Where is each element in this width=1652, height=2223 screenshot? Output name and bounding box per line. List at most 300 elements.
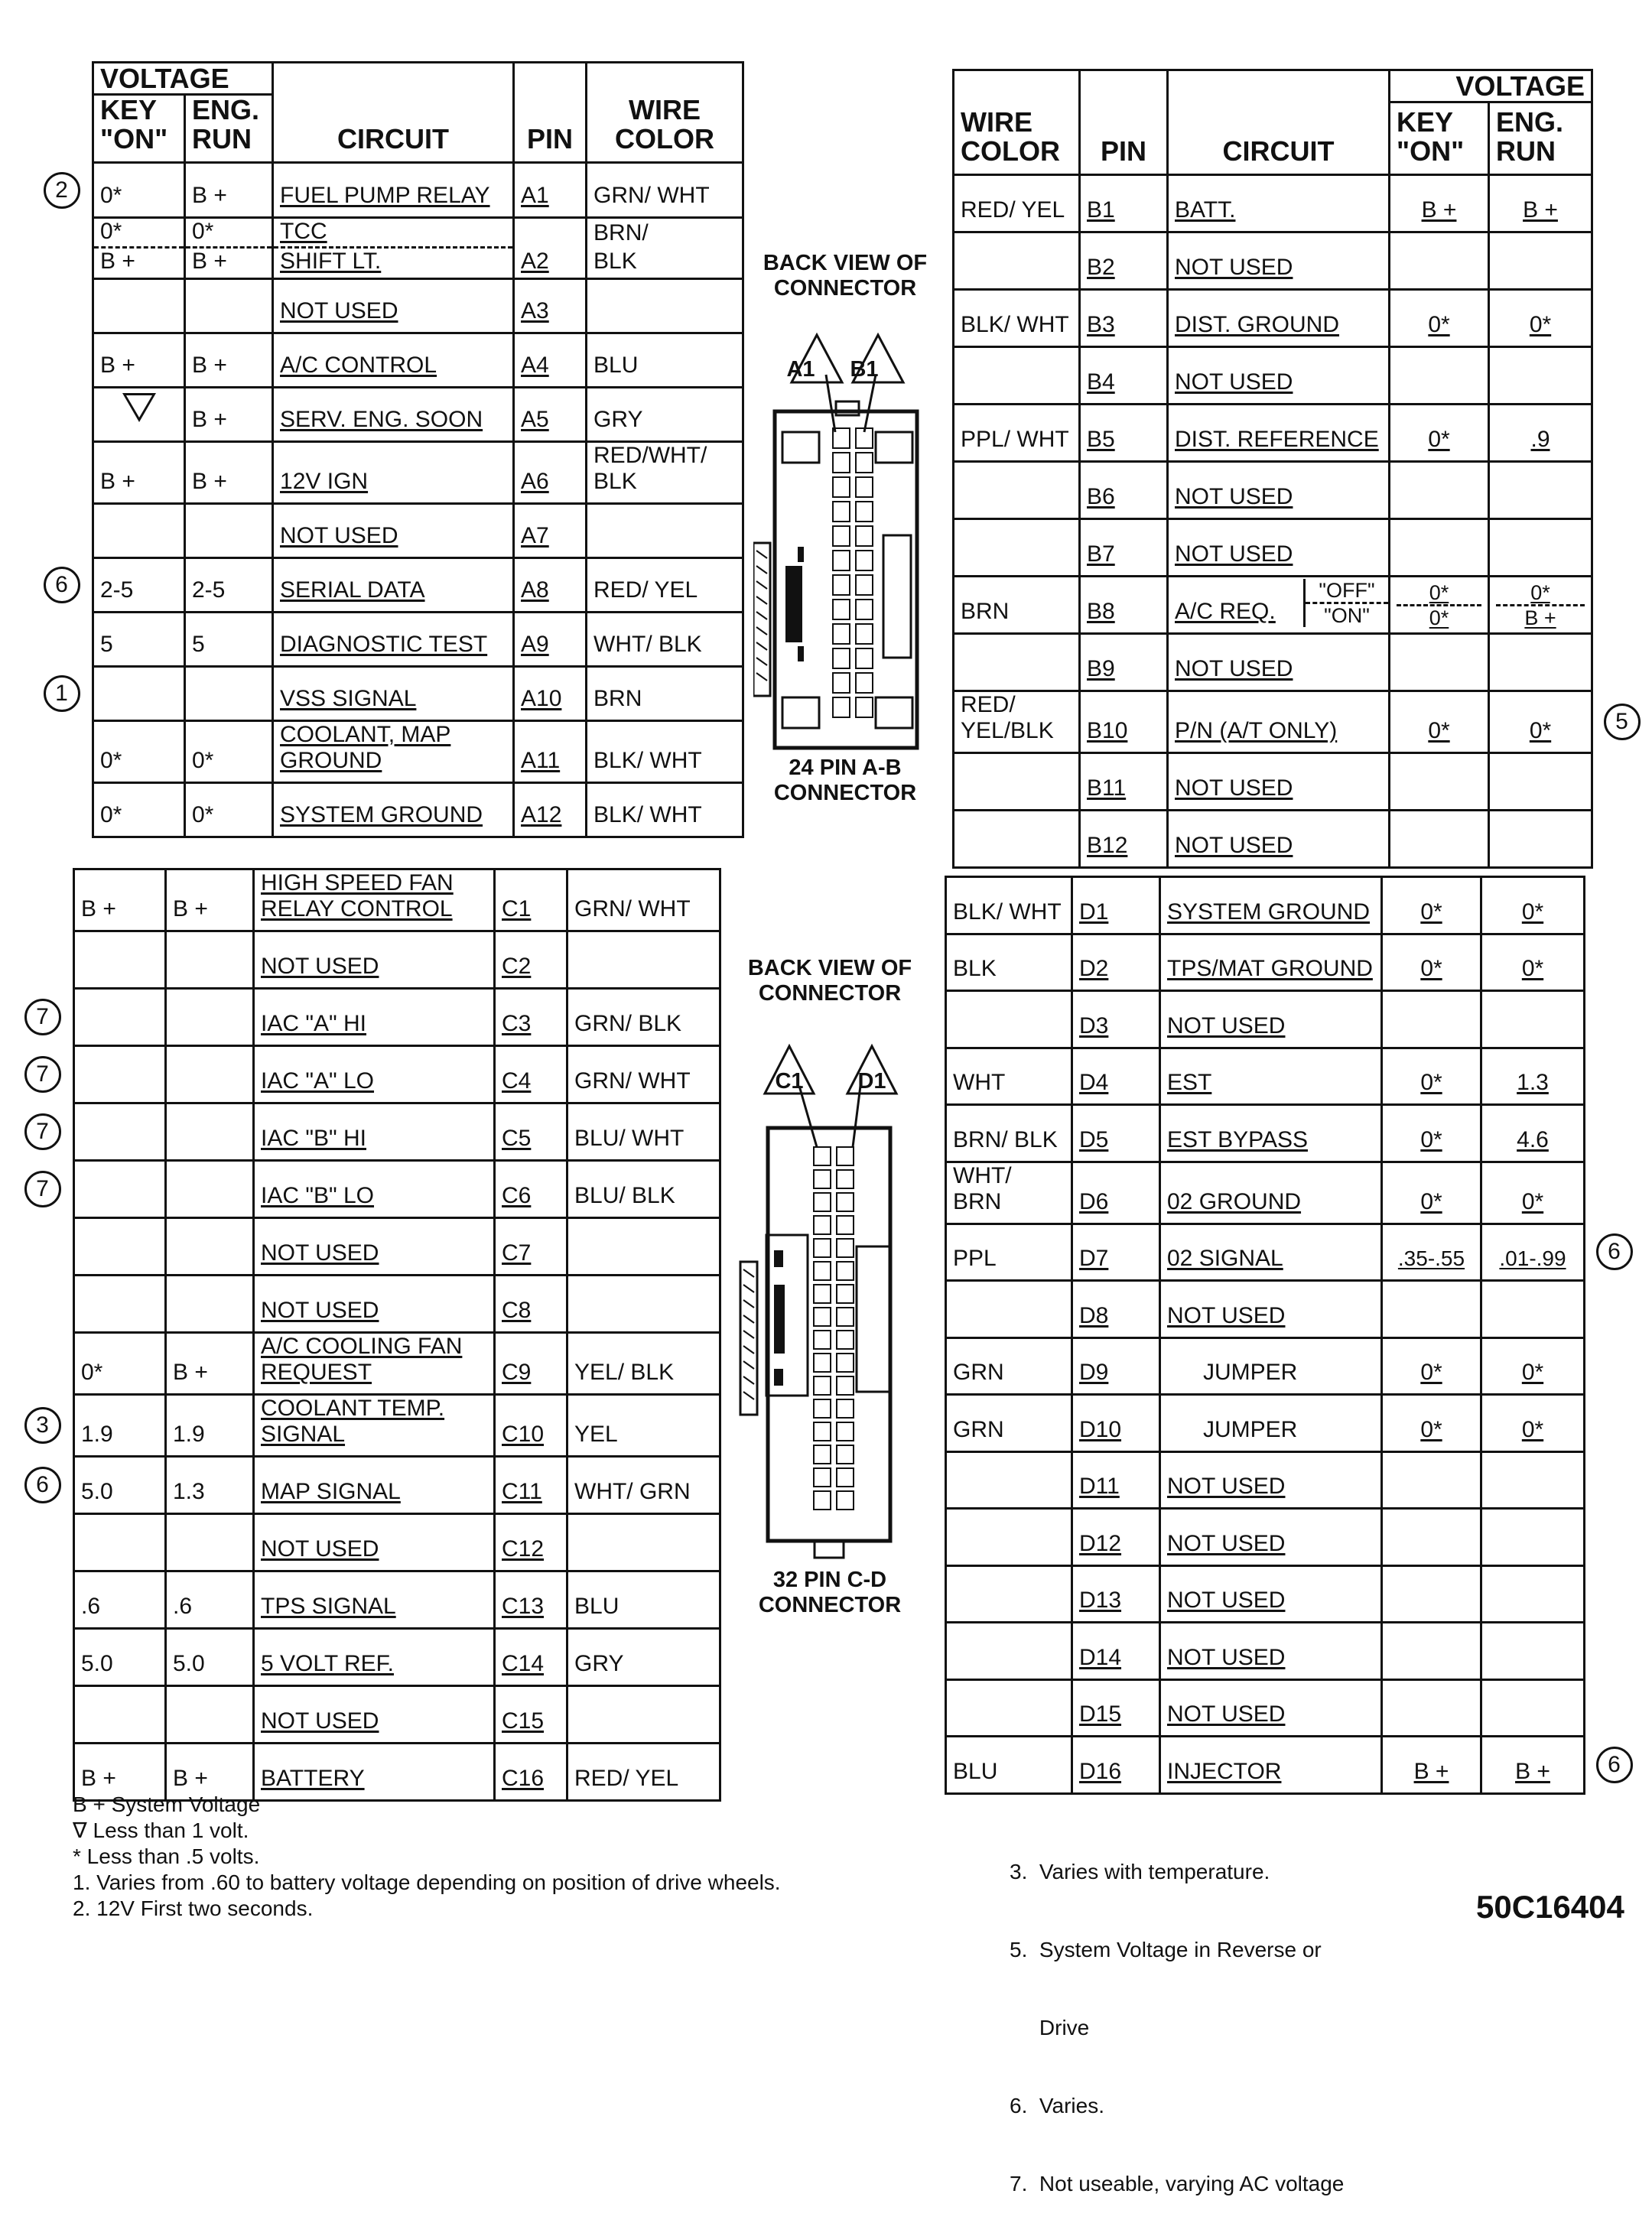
pin-id: C11 <box>495 1457 567 1514</box>
key-on-voltage <box>1390 519 1489 577</box>
eng-run-voltage: .01-.99 <box>1481 1224 1585 1281</box>
eng-run-voltage <box>1481 1281 1585 1338</box>
connector-pin-cell <box>814 1331 831 1349</box>
wire-color <box>946 1565 1072 1623</box>
key-on-voltage <box>1390 811 1489 868</box>
table-row <box>954 462 1592 519</box>
ac-req-voltages <box>1397 581 1481 629</box>
connector-pin-cell <box>856 526 873 546</box>
note-marker: 7 <box>24 999 61 1035</box>
ac-req-state-labels <box>1303 579 1388 627</box>
legend-notes-left <box>73 1792 1013 1922</box>
circuit-name: NOT USED <box>273 279 514 333</box>
connector-pin-cell <box>856 453 873 473</box>
table-row <box>946 1451 1585 1509</box>
circuit-name: NOT USED <box>1160 991 1382 1048</box>
wire-color: BLK/ WHT <box>954 290 1080 347</box>
key-on-voltage <box>93 504 185 558</box>
connector-ab-caption: 24 PIN A-B CONNECTOR <box>773 756 917 805</box>
eng-run-voltage <box>166 931 254 989</box>
wire-color: RED/ YEL/BLK <box>954 691 1080 753</box>
circuit-name: 02 SIGNAL <box>1160 1224 1382 1281</box>
connector-pin-cell <box>814 1285 831 1303</box>
table-row <box>93 504 743 558</box>
circuit-name: IAC "A" LO <box>254 1046 495 1103</box>
key-on-voltage: .35-.55 <box>1382 1224 1481 1281</box>
circuit-name: TPS/MAT GROUND <box>1160 934 1382 991</box>
connector-pin-cell <box>856 624 873 644</box>
pin-a1-label: A1 <box>786 357 815 382</box>
wire-color <box>946 1281 1072 1338</box>
circuit-header: CIRCUIT <box>1168 70 1390 175</box>
table-row <box>74 1333 720 1395</box>
table-row <box>74 1046 720 1103</box>
circuit-name: SERV. ENG. SOON <box>273 388 514 442</box>
wire-color <box>954 232 1080 290</box>
table-row <box>946 1679 1585 1737</box>
table-row <box>74 1218 720 1276</box>
eng-run-voltage: 4.6 <box>1481 1105 1585 1162</box>
connector-pin-cell <box>856 600 873 619</box>
pin-id: D12 <box>1072 1509 1160 1566</box>
pin-id: C1 <box>495 869 567 931</box>
pin-id: B2 <box>1080 232 1168 290</box>
pin-id: D4 <box>1072 1048 1160 1105</box>
pin-id: B4 <box>1080 347 1168 405</box>
wire-color: GRN/ WHT <box>587 163 743 218</box>
note-marker: 6 <box>24 1467 61 1503</box>
wire-color-header: WIRE COLOR <box>587 63 743 163</box>
pin-id: A9 <box>514 613 587 667</box>
wire-color: GRN/ WHT <box>567 869 720 931</box>
connector-pin-cell <box>837 1491 854 1510</box>
pin-header: PIN <box>1080 70 1168 175</box>
table-row <box>93 333 743 388</box>
wire-color: RED/ YEL <box>587 558 743 613</box>
circuit-name: IAC "A" HI <box>254 989 495 1046</box>
connector-pin-cell <box>814 1354 831 1372</box>
connector-pin-cell <box>837 1445 854 1464</box>
wire-color <box>587 279 743 333</box>
eng-run-voltage: 0* <box>1481 1395 1585 1452</box>
key-on-voltage: .6 <box>74 1571 166 1629</box>
pin-id: C14 <box>495 1629 567 1686</box>
eng-run-voltage: 0* <box>1481 877 1585 934</box>
eng-run-voltage: B + <box>185 333 273 388</box>
eng-run-voltage: B + <box>1481 1737 1585 1794</box>
note-marker: 7 <box>24 1171 61 1207</box>
circuit-name: NOT USED <box>1168 462 1390 519</box>
wire-color: BRN <box>954 577 1080 634</box>
table-row <box>954 175 1592 232</box>
circuit-name: NOT USED <box>1168 232 1390 290</box>
eng-run-voltage: 5 <box>185 613 273 667</box>
pin-id: C2 <box>495 931 567 989</box>
connector-pin-cell <box>814 1445 831 1464</box>
table-row <box>93 783 743 837</box>
table-a-body <box>93 163 743 837</box>
circuit-name: JUMPER <box>1160 1395 1382 1452</box>
circuit-name: NOT USED <box>1160 1451 1382 1509</box>
voltage-header: VOLTAGE <box>93 63 273 95</box>
note-marker: 2 <box>44 172 80 209</box>
connector-pin-cell <box>833 477 850 497</box>
connector-pin-cell <box>814 1399 831 1418</box>
connector-pin-cell <box>833 624 850 644</box>
pin-id: B3 <box>1080 290 1168 347</box>
table-c-body <box>74 869 720 1801</box>
key-on-voltage <box>1390 634 1489 691</box>
circuit-name: EST <box>1160 1048 1382 1105</box>
table-row <box>93 613 743 667</box>
connector-pin-cell <box>837 1376 854 1395</box>
wire-color <box>954 347 1080 405</box>
key-on-voltage: 0* <box>1382 877 1481 934</box>
key-on-voltage <box>93 667 185 721</box>
table-row <box>946 991 1585 1048</box>
pin-id: A2 <box>514 248 587 279</box>
key-on-voltage: 0* <box>1390 290 1489 347</box>
circuit-name: BATTERY <box>254 1744 495 1801</box>
table-row <box>74 1457 720 1514</box>
key-on-voltage: 1.9 <box>74 1395 166 1457</box>
pin-id: C6 <box>495 1161 567 1218</box>
connector-pin-cell <box>837 1285 854 1303</box>
wire-color: YEL <box>567 1395 720 1457</box>
wire-color: RED/ YEL <box>567 1744 720 1801</box>
circuit-name <box>1168 577 1390 634</box>
wire-color: BLU <box>946 1737 1072 1794</box>
circuit-header: CIRCUIT <box>273 63 514 163</box>
connector-pin-cell <box>814 1147 831 1165</box>
key-on-voltage: B + <box>1382 1737 1481 1794</box>
pin-id: A1 <box>514 163 587 218</box>
eng-run-voltage <box>1489 811 1592 868</box>
connector-pin-cell <box>856 697 873 717</box>
pin-b1-label: B1 <box>850 357 879 382</box>
note-marker: 3 <box>24 1407 61 1444</box>
wire-color <box>954 811 1080 868</box>
note-5: 5. System Voltage in Reverse or <box>1010 1938 1322 1961</box>
wire-color: RED/ YEL <box>954 175 1080 232</box>
connector-pin-cell <box>856 648 873 668</box>
circuit-name: COOLANT, MAP GROUND <box>273 721 514 783</box>
connector-pin-cell <box>814 1468 831 1487</box>
key-on-voltage <box>1382 1509 1481 1566</box>
pin-id: A4 <box>514 333 587 388</box>
circuit-name: NOT USED <box>1160 1281 1382 1338</box>
table-row <box>946 1395 1585 1452</box>
pin-id: B9 <box>1080 634 1168 691</box>
wire-color <box>946 1679 1072 1737</box>
eng-run-voltage: 1.3 <box>166 1457 254 1514</box>
key-on-voltage <box>1382 1451 1481 1509</box>
voltage-off: 0* <box>1429 581 1449 604</box>
key-on-voltage: 0* <box>1390 691 1489 753</box>
pin-id: A6 <box>514 442 587 504</box>
pin-id: B12 <box>1080 811 1168 868</box>
note-b-plus: B + System Voltage <box>73 1792 261 1816</box>
pin-id: D2 <box>1072 934 1160 991</box>
pin-id: B7 <box>1080 519 1168 577</box>
connector-pin-cell <box>837 1331 854 1349</box>
connector-pin-cell <box>856 477 873 497</box>
circuit-name: SHIFT LT. <box>273 248 514 279</box>
pin-id: C7 <box>495 1218 567 1276</box>
eng-run-voltage <box>166 1514 254 1571</box>
connector-pin-cell <box>837 1399 854 1418</box>
connector-pin-cell <box>856 502 873 522</box>
circuit-name: NOT USED <box>273 504 514 558</box>
key-on-voltage: 0* <box>74 1333 166 1395</box>
circuit-name: NOT USED <box>1160 1509 1382 1566</box>
pin-id: A11 <box>514 721 587 783</box>
table-row <box>946 1162 1585 1224</box>
eng-run-voltage: B + <box>166 869 254 931</box>
circuit-name: MAP SIGNAL <box>254 1457 495 1514</box>
pin-id: D13 <box>1072 1565 1160 1623</box>
eng-run-voltage: 0* <box>185 783 273 837</box>
connector-pin-cell <box>833 551 850 570</box>
wire-color: BLK <box>946 934 1072 991</box>
pin-id: C13 <box>495 1571 567 1629</box>
wire-color <box>567 931 720 989</box>
wire-color <box>954 462 1080 519</box>
voltage-header: VOLTAGE <box>1390 70 1592 102</box>
eng-run-voltage: 0* <box>1481 934 1585 991</box>
key-on-voltage: 5.0 <box>74 1629 166 1686</box>
table-row <box>93 218 743 248</box>
key-on-header: KEY "ON" <box>93 95 185 163</box>
wire-color: BLU/ BLK <box>567 1161 720 1218</box>
wire-color: BLU <box>567 1571 720 1629</box>
state-on-label: "ON" <box>1306 602 1388 627</box>
key-on-voltage <box>1382 991 1481 1048</box>
connector-pin-cell <box>833 673 850 693</box>
pin-id: A3 <box>514 279 587 333</box>
key-on-voltage: 5.0 <box>74 1457 166 1514</box>
eng-run-voltage: .9 <box>1489 405 1592 462</box>
eng-run-voltage <box>1489 753 1592 811</box>
key-on-voltage: 5 <box>93 613 185 667</box>
circuit-name: SERIAL DATA <box>273 558 514 613</box>
table-row <box>946 1737 1585 1794</box>
circuit-name: IAC "B" HI <box>254 1103 495 1161</box>
table-row <box>74 1514 720 1571</box>
key-on-voltage <box>1382 1565 1481 1623</box>
eng-run-voltage <box>1489 347 1592 405</box>
table-row <box>93 388 743 442</box>
pin-d1-label: D1 <box>857 1069 886 1094</box>
eng-run-voltage: B + <box>185 163 273 218</box>
eng-run-voltage: B + <box>166 1744 254 1801</box>
voltage-off: 0* <box>1530 581 1550 604</box>
circuit-name: NOT USED <box>1168 634 1390 691</box>
table-row <box>946 1048 1585 1105</box>
eng-run-voltage <box>166 1218 254 1276</box>
connector-pin-cell <box>833 526 850 546</box>
pin-id: D9 <box>1072 1337 1160 1395</box>
connector-pin-cell <box>837 1147 854 1165</box>
wire-color <box>946 991 1072 1048</box>
key-on-voltage <box>1390 232 1489 290</box>
pin-id: C15 <box>495 1686 567 1744</box>
circuit-name: NOT USED <box>254 1218 495 1276</box>
circuit-name: DIAGNOSTIC TEST <box>273 613 514 667</box>
wire-color: WHT/ BRN <box>946 1162 1072 1224</box>
key-on-voltage: 0* <box>1382 1162 1481 1224</box>
wire-color: BRN <box>587 667 743 721</box>
connector-pin-cell <box>837 1422 854 1441</box>
eng-run-voltage <box>166 1046 254 1103</box>
key-on-voltage <box>74 1161 166 1218</box>
eng-run-voltage: B + <box>185 442 273 504</box>
pin-id: D10 <box>1072 1395 1160 1452</box>
wire-color <box>567 1276 720 1333</box>
table-row <box>93 442 743 504</box>
connector-cd-caption: 32 PIN C-D CONNECTOR <box>758 1568 902 1617</box>
wire-color <box>954 634 1080 691</box>
table-row <box>93 558 743 613</box>
pin-id: C8 <box>495 1276 567 1333</box>
pin-id: D1 <box>1072 877 1160 934</box>
note-marker: 1 <box>44 675 80 712</box>
pin-id: B11 <box>1080 753 1168 811</box>
circuit-name: P/N (A/T ONLY) <box>1168 691 1390 753</box>
eng-run-voltage <box>166 1686 254 1744</box>
connector-pin-cell <box>837 1216 854 1234</box>
eng-run-voltage <box>1489 232 1592 290</box>
pin-id: D7 <box>1072 1224 1160 1281</box>
pin-id: C4 <box>495 1046 567 1103</box>
note-marker: 6 <box>44 567 80 603</box>
table-row <box>74 1276 720 1333</box>
eng-run-voltage <box>1489 462 1592 519</box>
pin-id: A12 <box>514 783 587 837</box>
circuit-name: NOT USED <box>1168 347 1390 405</box>
table-b-body <box>954 175 1592 868</box>
circuit-name: FUEL PUMP RELAY <box>273 163 514 218</box>
eng-run-voltage: 0* <box>1489 691 1592 753</box>
circuit-name: COOLANT TEMP. SIGNAL <box>254 1395 495 1457</box>
connector-pin-cell <box>837 1262 854 1280</box>
pin-id: D3 <box>1072 991 1160 1048</box>
wire-color: RED/WHT/ BLK <box>587 442 743 504</box>
wire-color <box>954 519 1080 577</box>
key-on-voltage: 0* <box>93 783 185 837</box>
note-6: 6. Varies. <box>1010 2094 1104 2117</box>
circuit-name: HIGH SPEED FAN RELAY CONTROL <box>254 869 495 931</box>
eng-run-voltage <box>1481 1509 1585 1566</box>
pin-id: D16 <box>1072 1737 1160 1794</box>
eng-run-voltage <box>166 1161 254 1218</box>
wire-color: PPL <box>946 1224 1072 1281</box>
key-on-voltage <box>74 1686 166 1744</box>
table-row <box>946 1224 1585 1281</box>
pin-id: B10 <box>1080 691 1168 753</box>
wire-color: GRY <box>587 388 743 442</box>
eng-run-voltage: 5.0 <box>166 1629 254 1686</box>
eng-run-voltage <box>1489 577 1592 634</box>
pin-id: C5 <box>495 1103 567 1161</box>
key-on-voltage <box>1390 347 1489 405</box>
pin-id: A7 <box>514 504 587 558</box>
connector-pin-cell <box>856 673 873 693</box>
circuit-name: DIST. REFERENCE <box>1168 405 1390 462</box>
connector-pin-cell <box>833 453 850 473</box>
connector-pin-cell <box>833 648 850 668</box>
table-row <box>93 721 743 783</box>
wire-color <box>567 1514 720 1571</box>
table-row <box>946 934 1585 991</box>
wire-color: BLU/ WHT <box>567 1103 720 1161</box>
key-on-voltage: 0* <box>1382 1337 1481 1395</box>
connector-pin-cell <box>814 1216 831 1234</box>
connector-pin-cell <box>814 1170 831 1188</box>
eng-run-header: ENG. RUN <box>185 95 273 163</box>
key-on-voltage: B + <box>93 248 185 279</box>
wire-color: WHT/ BLK <box>587 613 743 667</box>
connector-pin-cell <box>814 1422 831 1441</box>
note-3: 3. Varies with temperature. <box>1010 1860 1270 1883</box>
circuit-name: NOT USED <box>254 931 495 989</box>
pin-id: B6 <box>1080 462 1168 519</box>
table-row <box>74 1629 720 1686</box>
table-row <box>74 1571 720 1629</box>
connector-pin-cell <box>814 1239 831 1257</box>
key-on-voltage: 0* <box>1382 934 1481 991</box>
circuit-name: NOT USED <box>254 1686 495 1744</box>
eng-run-voltage: 0* <box>185 218 273 248</box>
key-on-voltage: B + <box>93 442 185 504</box>
table-row <box>954 232 1592 290</box>
pin-id: D14 <box>1072 1623 1160 1680</box>
connector-pin-cell <box>833 697 850 717</box>
note-triangle: ∇ Less than 1 volt. <box>73 1818 249 1842</box>
pin-id: C12 <box>495 1514 567 1571</box>
wire-color: WHT/ GRN <box>567 1457 720 1514</box>
eng-run-voltage <box>1489 634 1592 691</box>
eng-run-voltage <box>166 1276 254 1333</box>
connector-pin-cell <box>856 575 873 595</box>
wire-color: GRY <box>567 1629 720 1686</box>
connector-pin-cell <box>833 575 850 595</box>
circuit-name: NOT USED <box>1160 1565 1382 1623</box>
connector-pin-cell <box>814 1376 831 1395</box>
key-on-header: KEY "ON" <box>1390 102 1489 175</box>
table-row <box>954 811 1592 868</box>
note-5-cont: Drive <box>1010 2016 1090 2039</box>
table-row <box>74 931 720 989</box>
note-marker: 7 <box>24 1113 61 1150</box>
eng-run-voltage: 0* <box>1489 290 1592 347</box>
wire-color: BLK <box>587 248 743 279</box>
table-d-pins <box>945 876 1585 1795</box>
table-a-pins <box>92 61 744 838</box>
wire-color: BLU <box>587 333 743 388</box>
wire-color: WHT <box>946 1048 1072 1105</box>
key-on-voltage <box>74 989 166 1046</box>
eng-run-voltage: 2-5 <box>185 558 273 613</box>
table-row <box>946 1565 1585 1623</box>
table-row <box>74 1686 720 1744</box>
pin-id: D6 <box>1072 1162 1160 1224</box>
table-row <box>954 519 1592 577</box>
circuit-name: DIST. GROUND <box>1168 290 1390 347</box>
connector-pin-cell <box>814 1491 831 1510</box>
table-row <box>954 691 1592 753</box>
note-2: 2. 12V First two seconds. <box>73 1896 314 1920</box>
